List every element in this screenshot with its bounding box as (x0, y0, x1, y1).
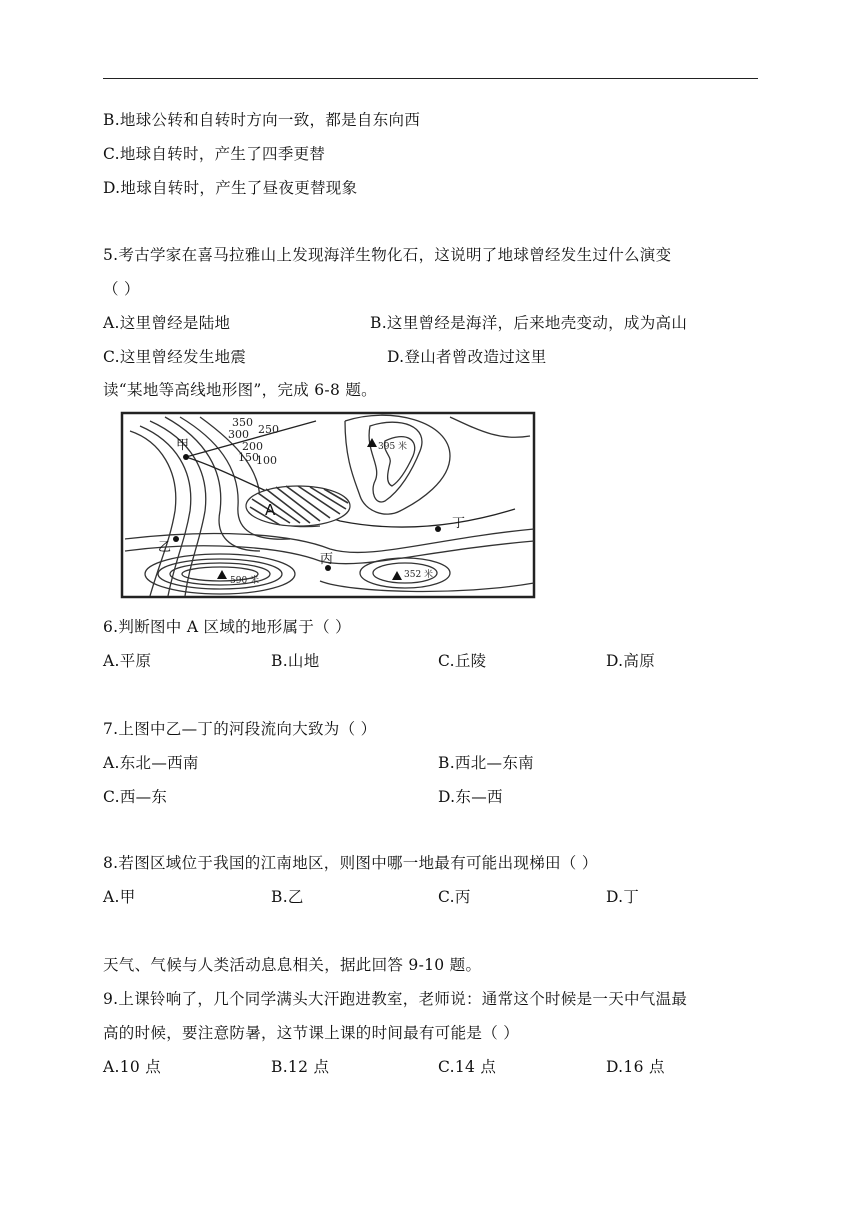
region-a-label: A (265, 501, 276, 519)
q6-option-b: B.山地 (271, 652, 320, 670)
q7-option-a: A.东北—西南 (103, 754, 199, 772)
place-bing: 丙 (320, 552, 334, 567)
q9-option-b: B.12 点 (271, 1058, 330, 1076)
q6-option-c: C.丘陵 (438, 652, 487, 670)
q5-paren: （ ） (103, 280, 140, 298)
q5-stem: 5.考古学家在喜马拉雅山上发现海洋生物化石，这说明了地球曾经发生过什么演变 (103, 246, 672, 264)
q8-stem: 8.若图区域位于我国的江南地区，则图中哪一地最有可能出现梯田（ ） (103, 854, 598, 872)
q4-option-d: D.地球自转时，产生了昼夜更替现象 (103, 179, 358, 197)
peak-label-352: 352 米 (404, 570, 434, 580)
q8-option-a: A.甲 (103, 888, 136, 906)
q5-option-b: B.这里曾经是海洋，后来地壳变动，成为高山 (370, 314, 688, 332)
q8-option-b: B.乙 (271, 888, 304, 906)
q4-option-b: B.地球公转和自转时方向一致，都是自东向西 (103, 111, 421, 129)
place-jia: 甲 (176, 438, 190, 453)
peak-label-590: 590 米 (230, 576, 260, 586)
header-rule (103, 78, 758, 79)
q9-option-c: C.14 点 (438, 1058, 497, 1076)
peak-label-395: 395 米 (378, 442, 408, 452)
intro-9-10: 天气、气候与人类活动息息相关，据此回答 9-10 题。 (103, 956, 482, 974)
q9-stem-line2: 高的时候，要注意防暑，这节课上课的时间最有可能是（ ） (103, 1024, 520, 1042)
q7-option-d: D.东—西 (438, 788, 503, 806)
q7-option-c: C.西—东 (103, 788, 168, 806)
q6-option-a: A.平原 (103, 652, 152, 670)
contour-label-250: 250 (258, 423, 279, 436)
q9-option-a: A.10 点 (103, 1058, 162, 1076)
contour-label-200: 200 (242, 440, 263, 453)
contour-label-100: 100 (256, 454, 277, 467)
q7-option-b: B.西北—东南 (438, 754, 534, 772)
q5-option-a: A.这里曾经是陆地 (103, 314, 231, 332)
q8-option-c: C.丙 (438, 888, 471, 906)
contour-label-300: 300 (228, 428, 249, 441)
q9-option-d: D.16 点 (606, 1058, 665, 1076)
contour-label-350: 350 (232, 416, 253, 429)
contour-label-150: 150 (238, 451, 259, 464)
place-ding: 丁 (452, 516, 466, 531)
q6-option-d: D.高原 (606, 652, 656, 670)
q7-stem: 7.上图中乙—丁的河段流向大致为（ ） (103, 720, 377, 738)
q4-option-c: C.地球自转时，产生了四季更替 (103, 145, 326, 163)
q6-stem: 6.判断图中 A 区域的地形属于（ ） (103, 618, 351, 636)
q8-option-d: D.丁 (606, 888, 640, 906)
q9-stem-line1: 9.上课铃响了，几个同学满头大汗跑进教室，老师说：通常这个时候是一天中气温最 (103, 990, 688, 1008)
q5-option-d: D.登山者曾改造过这里 (387, 348, 547, 366)
contour-map (120, 411, 536, 599)
q5-option-c: C.这里曾经发生地震 (103, 348, 247, 366)
intro-6-8: 读“某地等高线地形图”，完成 6-8 题。 (103, 381, 377, 399)
place-yi: 乙 (158, 540, 172, 555)
